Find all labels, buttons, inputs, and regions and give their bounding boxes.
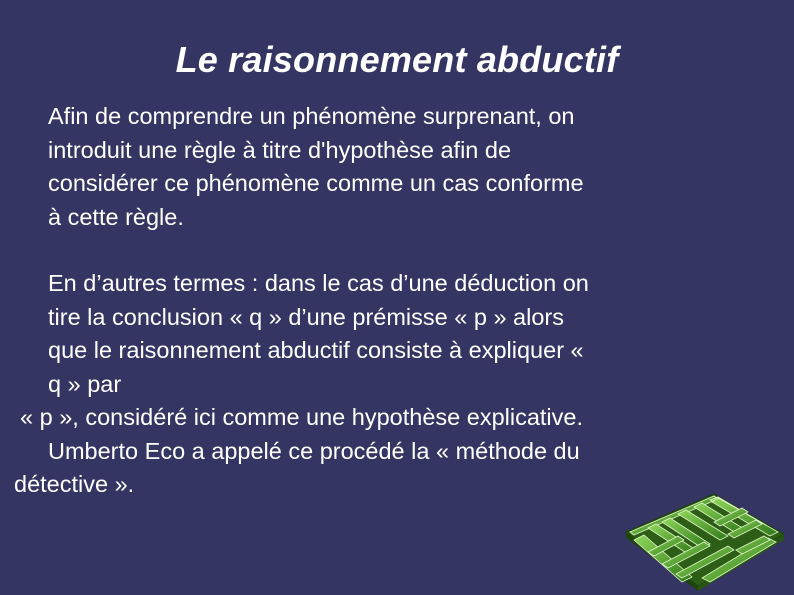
green-maze-icon [618,488,790,592]
paragraph-abduction-definition [48,100,748,234]
slide-body [14,100,748,502]
paragraph-spacer [48,234,748,267]
paragraph-deduction-comparison [14,267,748,502]
text-line: Umberto Eco a appelé ce procédé la « méthode du [48,437,580,464]
text-line: Afin de comprendre un phénomène surprenant, on [48,103,575,129]
text-line: que le raisonnement abductif consiste à expliquer « [48,337,584,363]
text-line: considérer ce phénomène comme un cas conforme [48,170,584,196]
text-line: En d’autres termes : dans le cas d’une déduction on [48,270,589,296]
text-line: q » par [48,370,122,397]
text-line: tire la conclusion « q » d’une prémisse « p » alors [48,303,564,330]
text-line: « p », considéré ici comme une hypothèse explicative. [20,404,584,430]
slide-title: Le raisonnement abductif [175,39,619,80]
text-line: à cette règle. [48,203,184,230]
text-line: détective ». [14,471,135,497]
text-line: introduit une règle à titre d'hypothèse afin de [48,136,512,163]
